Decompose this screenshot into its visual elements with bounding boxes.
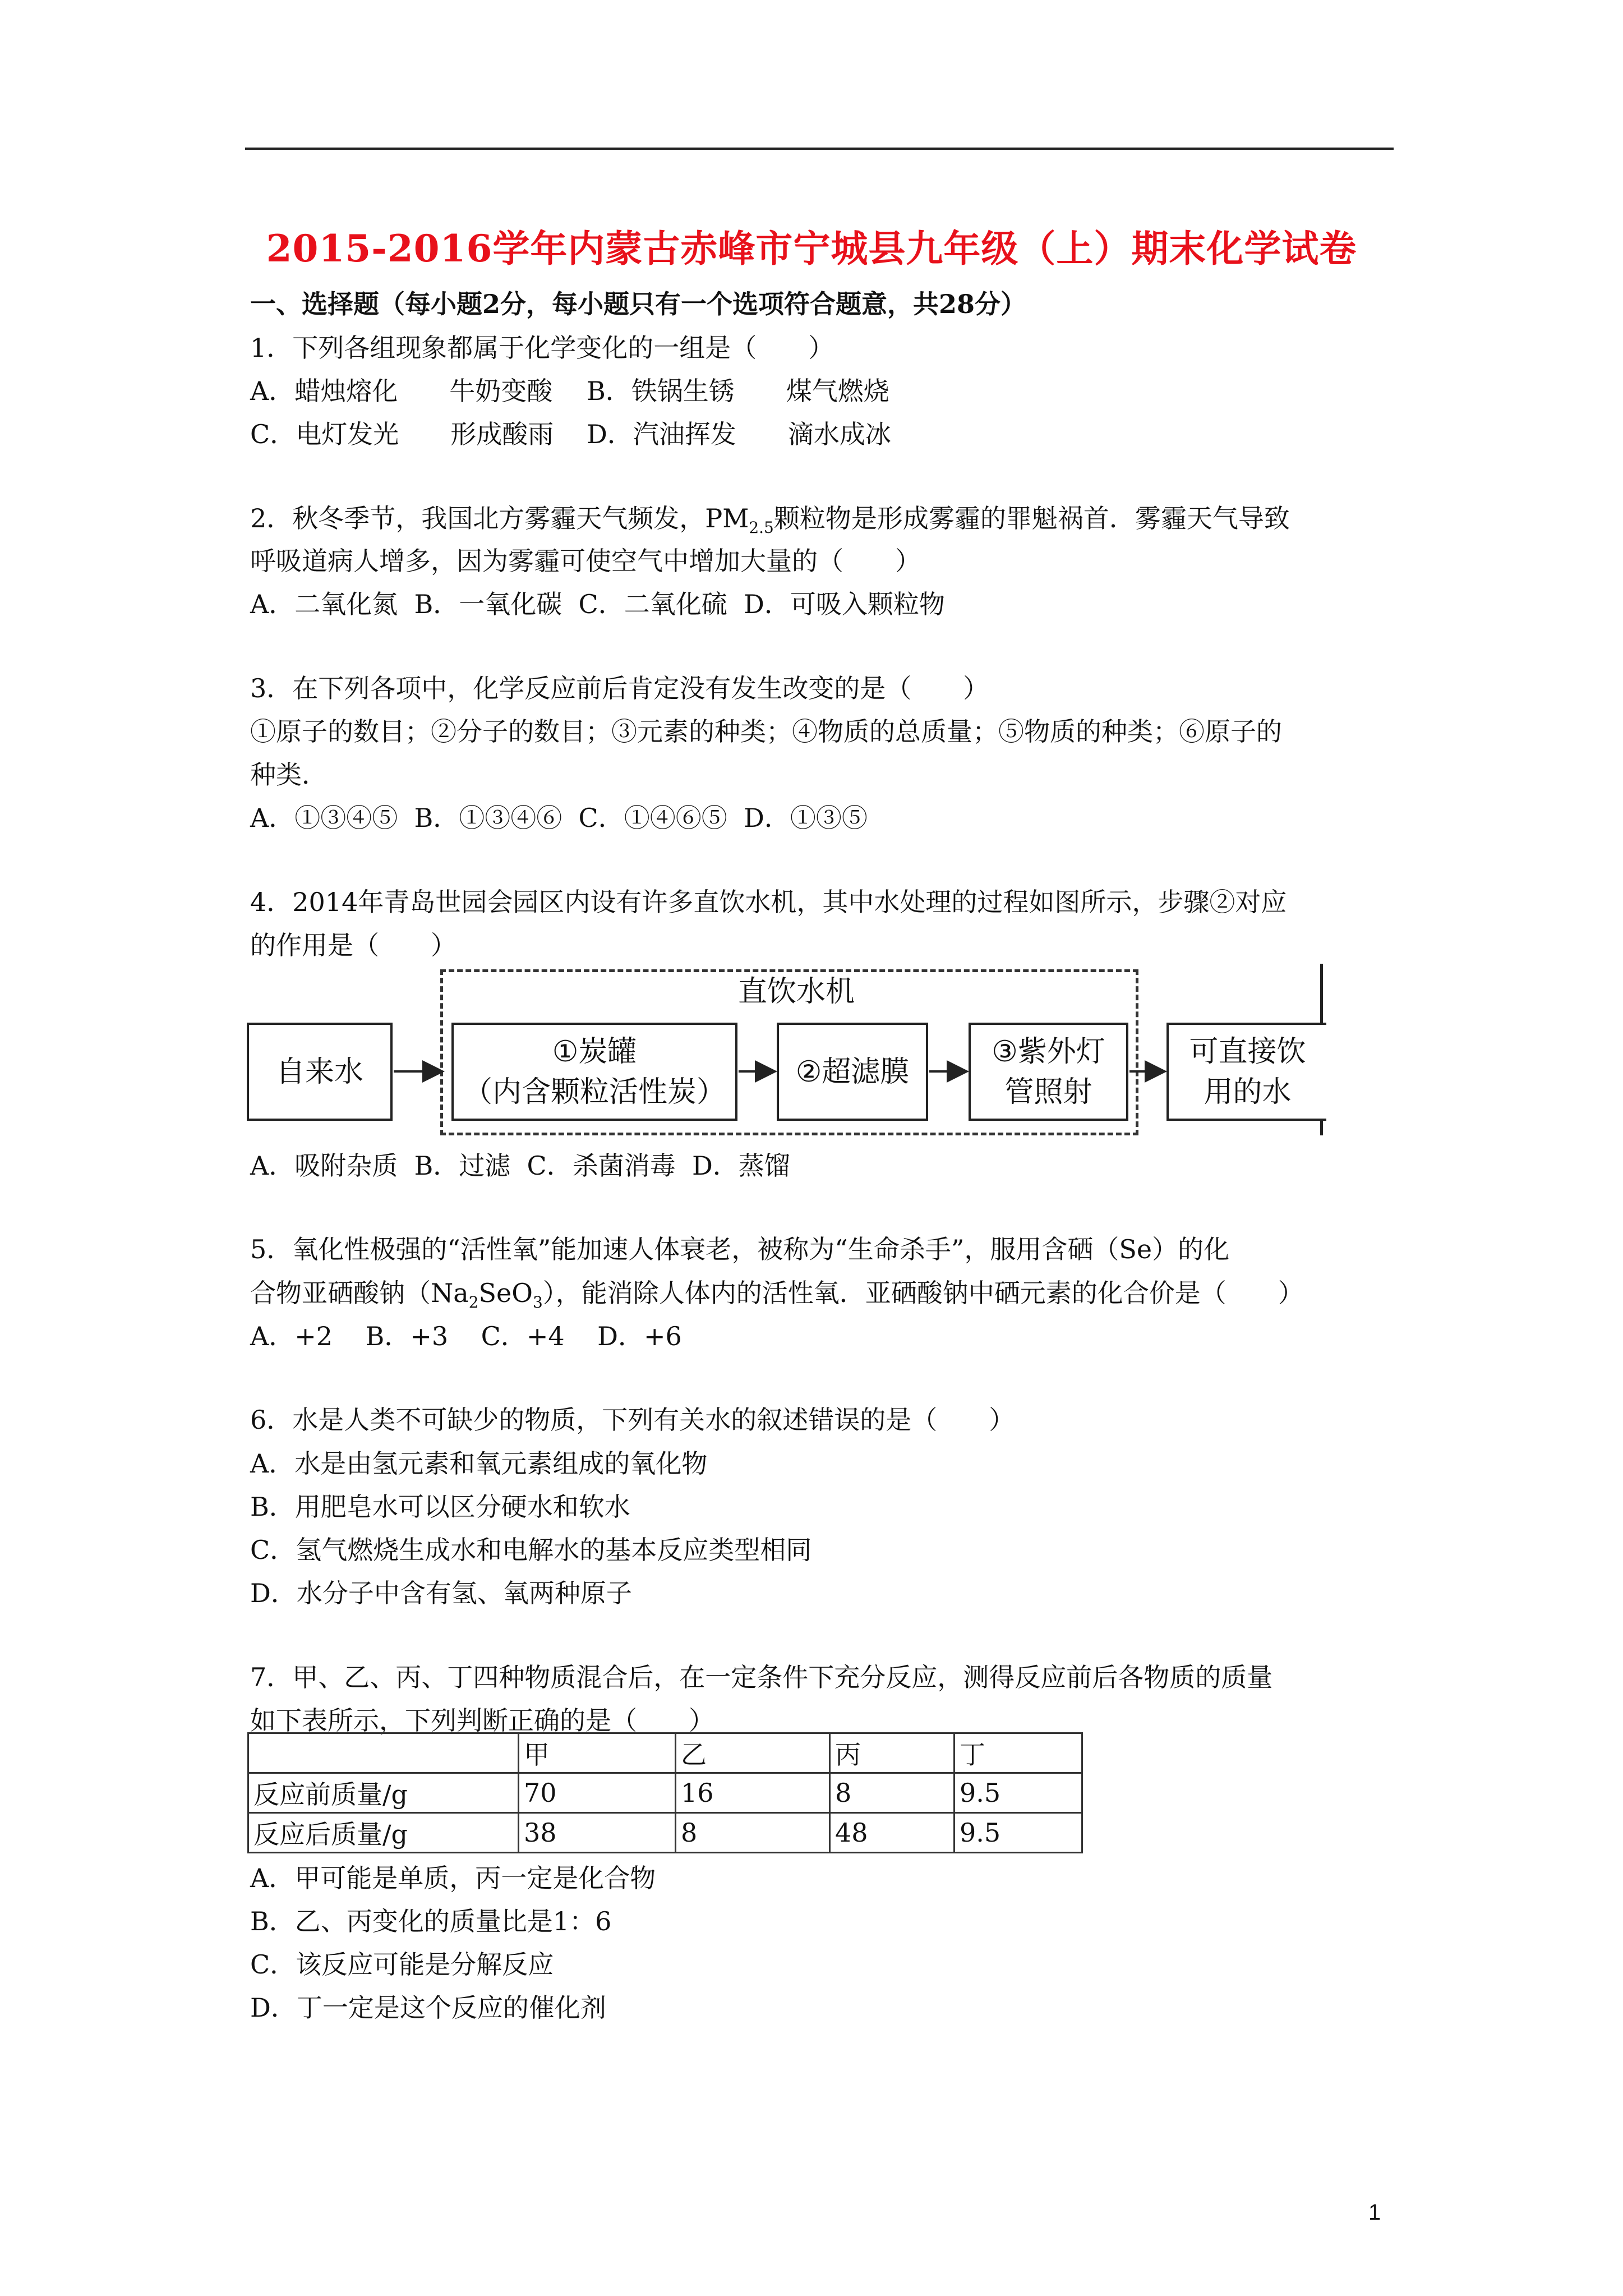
q7-stem: 7．甲、乙、丙、丁四种物质混合后，在一定条件下充分反应，测得反应前后各物质的质量 [250,1662,1273,1692]
q6-option-a: A．水是由氢元素和氧元素组成的氧化物 [250,1448,708,1479]
q6-option-d: D．水分子中含有氢、氧两种原子 [250,1578,632,1608]
table-cell: 8 [830,1773,955,1813]
q4-options: A．吸附杂质 B．过滤 C．杀菌消毒 D．蒸馏 [250,1151,790,1181]
carbon-tank-label: ①炭罐 [552,1034,637,1069]
q7-option-a: A．甲可能是单质，丙一定是化合物 [250,1863,656,1893]
carbon-tank-note: （内含颗粒活性炭） [463,1075,726,1109]
q7-option-b: B．乙、丙变化的质量比是1：6 [250,1906,612,1936]
uv-lamp-label-line2: 管照射 [1004,1075,1092,1109]
q4-stem: 4．2014年青岛世园会园区内设有许多直饮水机，其中水处理的过程如图所示，步骤②对应 [250,887,1287,917]
q5-stem: 5．氧化性极强的“活性氧”能加速人体衰老，被称为“生命杀手”，服用含硒（Se）的化 [250,1234,1230,1264]
table-cell: 38 [519,1813,676,1853]
ultrafiltration-label: ②超滤膜 [795,1055,910,1089]
section-heading: 一、选择题（每小题2分，每小题只有一个选项符合题意，共28分） [250,289,1027,319]
q6-stem: 6．水是人类不可缺少的物质，下列有关水的叙述错误的是（ ） [250,1405,1015,1435]
table-cell [248,1733,519,1773]
table-cell: 反应后质量/g [248,1813,519,1853]
table-cell: 48 [830,1813,955,1853]
q5-stem-line2: 合物亚硒酸钠$(Na_2SeO_3)$，能消除人体内的活性氧．亚硒酸钠中硒元素的化合价是（ ） [250,1278,1304,1312]
q7-option-c: C．该反应可能是分解反应 [250,1949,554,1980]
page-title: 2015-2016学年内蒙古赤峰市宁城县九年级（上）期末化学试卷 [266,227,1357,270]
q7-option-d: D．丁一定是这个反应的催化剂 [250,1993,606,2023]
machine-title: 直饮水机 [639,975,953,1009]
drinkable-water-label: 可直接饮 [1189,1034,1306,1069]
q6-option-b: B．用肥皂水可以区分硬水和软水 [250,1492,630,1522]
q4-stem-line2: 的作用是（ ） [250,930,457,960]
q2-stem: 2．秋冬季节，我国北方雾霾天气频发，$PM_{2.5}$颗粒物是形成雾霾的罪魁祸首．雾霾天气导致 [250,503,1290,537]
q6-option-c: C．氢气燃烧生成水和电解水的基本反应类型相同 [250,1535,812,1565]
q3-options: A．①③④⑤ B．①③④⑥ C．①④⑥⑤ D．①③⑤ [250,803,868,833]
q3-items-line2: 种类． [250,760,328,790]
table-header-row [248,1733,1082,1773]
tap-water-label: 自来水 [275,1055,363,1089]
table-cell: 丁 [955,1733,1082,1773]
q2-stem-line2: 呼吸道病人增多，因为雾霾可使空气中增加大量的（ ） [250,546,921,576]
q1-option-a: A．蜡烛熔化 牛奶变酸 [250,376,553,406]
q1-option-b: B．铁锅生锈 煤气燃烧 [587,376,889,406]
table-cell: 丙 [830,1733,955,1773]
uv-lamp-label: ③紫外灯 [992,1034,1105,1069]
q2-options: A．二氧化氮 B．一氧化碳 C．二氧化硫 D．可吸入颗粒物 [250,589,945,619]
table-cell: 甲 [519,1733,676,1773]
q3-items: ①原子的数目；②分子的数目；③元素的种类；④物质的总质量；⑤物质的种类；⑥原子的 [250,716,1282,747]
header-rule [245,148,1394,150]
table-cell: 9.5 [955,1813,1082,1853]
table-row [248,1773,1082,1813]
table-cell: 乙 [676,1733,830,1773]
q3-stem: 3．在下列各项中，化学反应前后肯定没有发生改变的是（ ） [250,673,989,703]
table-cell: 8 [676,1813,830,1853]
q5-options: A．+2 B．+3 C．+4 D．+6 [250,1321,682,1351]
mass-table [247,1732,1083,1853]
drinkable-water-label-line2: 用的水 [1204,1075,1292,1109]
q1-stem: 1．下列各组现象都属于化学变化的一组是（ ） [250,333,834,363]
q7-stem-line2: 如下表所示，下列判断正确的是（ ） [250,1705,714,1736]
table-cell: 反应前质量/g [248,1773,519,1813]
q1-option-c: C．电灯发光 形成酸雨 [250,419,554,449]
table-cell: 9.5 [955,1773,1082,1813]
table-cell: 70 [519,1773,676,1813]
page-number: 1 [1368,2200,1381,2225]
table-row [248,1813,1082,1853]
table-cell: 16 [676,1773,830,1813]
flow-arrows [247,964,1346,1135]
q1-option-d: D．汽油挥发 滴水成冰 [587,419,891,449]
water-process-diagram [247,964,1346,1135]
